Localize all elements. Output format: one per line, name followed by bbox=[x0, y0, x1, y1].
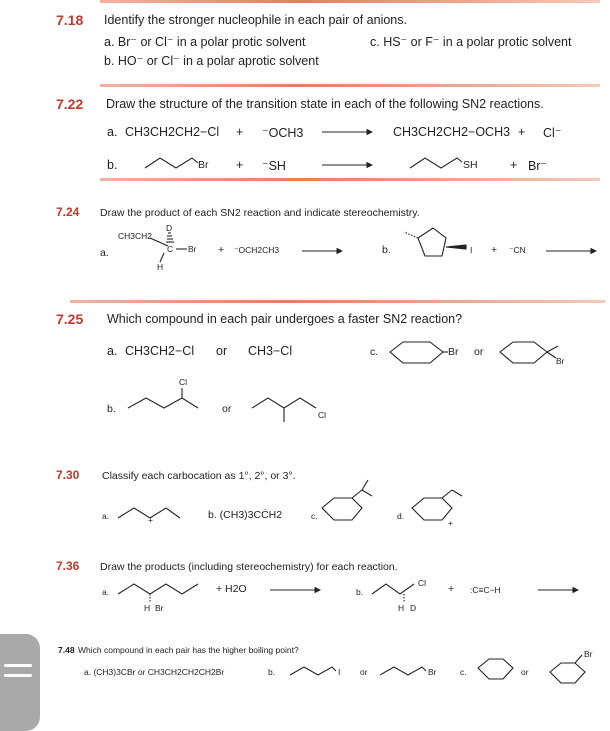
part-b-label: b. bbox=[382, 244, 391, 256]
cyclopentane-ring bbox=[418, 228, 446, 256]
cyclohexane-ring bbox=[478, 659, 513, 679]
part-b-label: b. bbox=[107, 158, 118, 172]
part-c-label: c. bbox=[311, 511, 318, 521]
part-d-label: d. bbox=[397, 511, 405, 521]
part-b-label: b. bbox=[107, 403, 116, 415]
problem-number: 7.25 bbox=[56, 311, 84, 327]
problem-prompt: Classify each carbocation as 1°, 2°, or 3°. bbox=[102, 470, 296, 482]
atom-label: C bbox=[167, 244, 174, 254]
charge: + bbox=[148, 515, 153, 525]
part-a: a. Br⁻ or Cl⁻ in a polar protic solvent bbox=[104, 35, 306, 49]
cyclohexane-ring bbox=[322, 498, 362, 520]
problem-prompt: Draw the structure of the transition state in each of the following SN2 reactions. bbox=[106, 97, 544, 111]
atom-label: Br bbox=[155, 603, 164, 613]
alkyl-chain bbox=[380, 667, 426, 675]
atom-label: Br bbox=[584, 649, 593, 659]
atom-label: Br bbox=[448, 346, 459, 358]
plus-sign: + bbox=[510, 158, 518, 172]
alkyl-chain bbox=[410, 158, 462, 168]
atom-label: Br bbox=[556, 356, 565, 366]
plus-sign: + bbox=[491, 244, 498, 256]
part-a-label: a. bbox=[102, 587, 110, 597]
problem-prompt: Which compound in each pair undergoes a faster SN2 reaction? bbox=[107, 312, 463, 326]
leaving-group: Cl⁻ bbox=[543, 126, 562, 140]
atom-label: CH3CH2 bbox=[118, 231, 153, 241]
charge: + bbox=[448, 518, 453, 528]
atom-label: Br bbox=[428, 667, 437, 677]
problem-prompt: Which compound in each pair has the higher boiling point? bbox=[78, 645, 299, 655]
nucleophile: ⁻OCH3 bbox=[262, 126, 304, 140]
part-c: c. HS⁻ or F⁻ in a polar protic solvent bbox=[370, 35, 572, 49]
plus-sign: + bbox=[236, 158, 244, 172]
nucleophile: ⁻CN bbox=[509, 245, 526, 255]
problem-number: 7.22 bbox=[56, 96, 84, 112]
atom-label: Cl bbox=[418, 578, 427, 588]
atom-label: SH bbox=[463, 159, 478, 171]
alkyl-chain bbox=[372, 584, 414, 594]
part-b-label: b. bbox=[356, 587, 364, 597]
cyclohexane-ring bbox=[412, 498, 452, 520]
atom-label: D bbox=[410, 603, 417, 613]
cyclohexane-ring bbox=[550, 663, 585, 683]
part-b-label: b. bbox=[268, 667, 276, 677]
atom-label: Cl bbox=[179, 377, 188, 387]
grip-line bbox=[4, 674, 32, 677]
product: CH3CH2CH2−OCH3 bbox=[393, 125, 511, 139]
problem-number: 7.36 bbox=[56, 559, 80, 573]
or-text: or bbox=[474, 346, 484, 358]
atom-label: Cl bbox=[318, 410, 327, 420]
problem-number: 7.18 bbox=[56, 12, 84, 28]
or-text: or bbox=[222, 403, 232, 415]
atom-label: D bbox=[166, 223, 173, 233]
atom-label: Br bbox=[188, 244, 197, 254]
atom-label: I bbox=[338, 667, 341, 677]
part-b: b. (CH3)3CĊH2 bbox=[208, 509, 283, 521]
reactant: CH3CH2CH2−Cl bbox=[125, 125, 220, 139]
alkyl-chain bbox=[252, 398, 316, 408]
atom-label: H bbox=[157, 262, 164, 272]
or-text: or bbox=[360, 667, 368, 677]
plus-sign: + bbox=[236, 125, 244, 139]
part-a-label: a. bbox=[102, 511, 110, 521]
problem-prompt: Draw the product of each SN2 reaction and indicate stereochemistry. bbox=[100, 207, 420, 219]
problem-number: 7.24 bbox=[56, 205, 80, 219]
part-a-label: a. bbox=[107, 344, 118, 358]
problem-number: 7.48 bbox=[58, 645, 75, 655]
problem-prompt: Identify the stronger nucleophile in each pair of anions. bbox=[104, 13, 407, 27]
nucleophile: ⁻SH bbox=[262, 159, 286, 173]
atom-label: H bbox=[144, 603, 151, 613]
problem-prompt: Draw the products (including stereochemistry) for each reaction. bbox=[100, 561, 398, 573]
problem-number: 7.30 bbox=[56, 468, 80, 482]
alkyl-chain bbox=[290, 667, 336, 675]
part-a-label: a. bbox=[107, 125, 118, 139]
hashed-bond bbox=[166, 233, 174, 242]
nucleophile: ⁻OCH2CH3 bbox=[234, 245, 280, 255]
leaving-group: Br⁻ bbox=[528, 159, 548, 173]
alkyl-chain bbox=[118, 584, 198, 594]
part-b: b. HO⁻ or Cl⁻ in a polar aprotic solvent bbox=[104, 54, 319, 68]
part-c-label: c. bbox=[460, 667, 467, 677]
cyclohexane-ring bbox=[500, 342, 547, 363]
atom-label: H bbox=[398, 603, 405, 613]
alkyl-chain bbox=[128, 398, 198, 408]
plus-sign: + bbox=[518, 125, 526, 139]
part-c-label: c. bbox=[370, 346, 379, 358]
compound: CH3CH2−Cl bbox=[125, 344, 195, 358]
compound: CH3−Cl bbox=[248, 344, 293, 358]
part-a: a. (CH3)3CBr or CH3CH2CH2CH2Br bbox=[84, 667, 225, 677]
plus-sign: + bbox=[218, 244, 225, 256]
or-text: or bbox=[216, 344, 228, 358]
or-text: or bbox=[521, 667, 529, 677]
drag-handle[interactable] bbox=[0, 634, 40, 731]
atom-label: Br bbox=[198, 159, 209, 171]
grip-line bbox=[4, 664, 32, 667]
part-a-label: a. bbox=[100, 247, 109, 259]
alkyl-chain bbox=[118, 508, 180, 518]
atom-label: I bbox=[470, 245, 473, 255]
alkyl-chain bbox=[145, 158, 198, 168]
reagent: :C≡C−H bbox=[470, 585, 501, 595]
plus-sign: + bbox=[448, 583, 455, 595]
cyclohexane-ring bbox=[390, 342, 443, 363]
reagent: + H2O bbox=[216, 583, 247, 595]
